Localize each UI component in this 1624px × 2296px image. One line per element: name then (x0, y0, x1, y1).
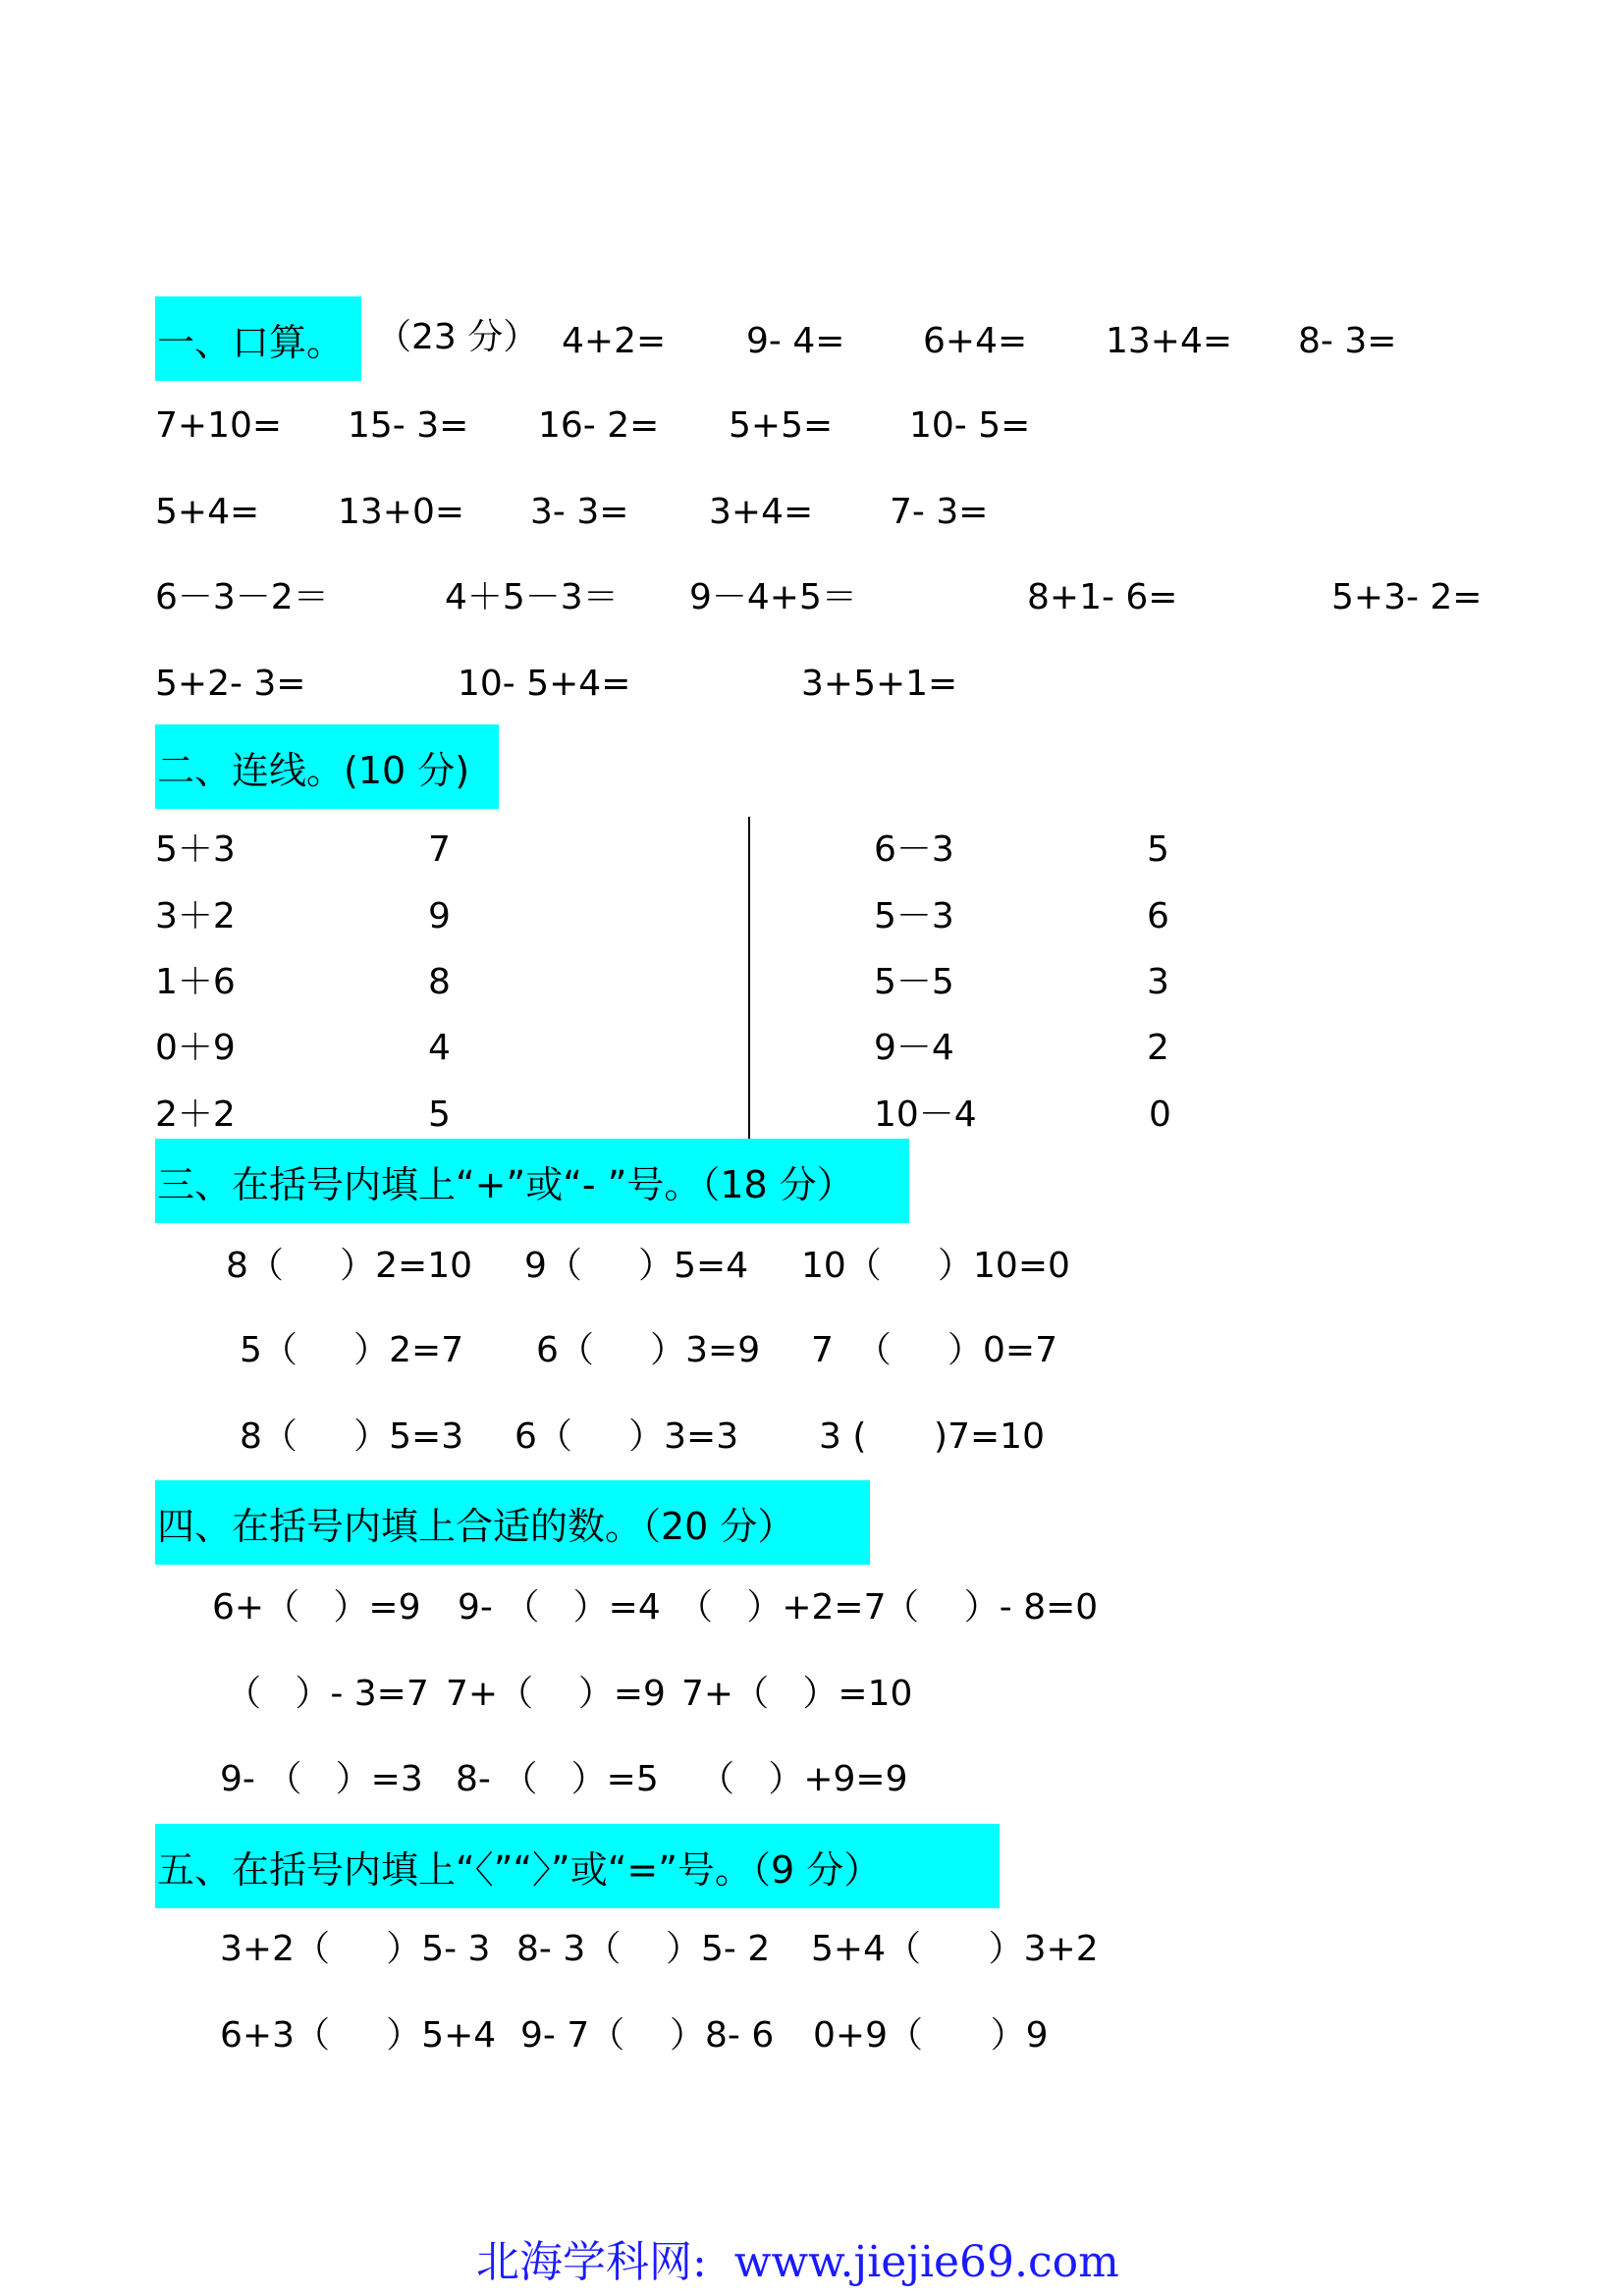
section-2-header (155, 724, 499, 809)
problem: 6+4= (923, 321, 1028, 361)
section-3-title: 三、在括号内填上“+”或“- ”号。（18 分） (157, 1162, 854, 1206)
problem: 8+1- 6= (1027, 577, 1178, 617)
problem: 5+2- 3= (155, 664, 306, 704)
section-1-header (155, 296, 361, 381)
problem: 8- 3= (1298, 321, 1397, 361)
problem: 4+2= (562, 321, 667, 361)
section-1-title: 一、口算。 (157, 320, 345, 364)
fill-sign-problem: 9（ ）5=4 (524, 1246, 749, 1286)
match-right-number: 6 (1147, 896, 1169, 936)
problem: 16- 2= (538, 405, 660, 446)
section-4-header (155, 1480, 870, 1565)
match-right-expr: 10－4 (874, 1095, 977, 1135)
match-left-expr: 0＋9 (155, 1028, 236, 1068)
fill-number-problem: 9- （ ）=3 (220, 1759, 423, 1799)
fill-number-problem: （ ）- 8=0 (884, 1587, 1099, 1628)
match-right-expr: 6－3 (874, 829, 954, 870)
problem: 13+4= (1106, 321, 1233, 361)
problem: 4＋5－3＝ (445, 577, 619, 617)
fill-number-problem: 9- （ ）=4 (458, 1587, 661, 1628)
problem: 6－3－2＝ (155, 577, 329, 617)
section-5-header (155, 1824, 1000, 1908)
fill-number-problem: 6+（ ）=9 (212, 1587, 421, 1628)
fill-number-problem: （ ）+9=9 (699, 1759, 908, 1799)
problem: 7- 3= (890, 492, 989, 532)
problem: 7+10= (155, 405, 283, 446)
match-left-expr: 5＋3 (155, 829, 236, 870)
match-left-number: 7 (428, 829, 451, 870)
fill-sign-problem: 6（ ）3=9 (536, 1330, 761, 1370)
match-right-number: 3 (1147, 962, 1169, 1002)
compare-problem: 5+4（ ）3+2 (811, 1929, 1099, 1969)
match-right-expr: 5－5 (874, 962, 954, 1002)
problem: 10- 5= (909, 405, 1031, 446)
match-left-expr: 2＋2 (155, 1095, 236, 1135)
fill-number-problem: 8- （ ）=5 (456, 1759, 659, 1799)
section-5-title: 五、在括号内填上“〈”“〉”或“=”号。（9 分） (157, 1847, 882, 1892)
problem: 15- 3= (348, 405, 469, 446)
section-3-header (155, 1139, 909, 1223)
compare-problem: 9- 7（ ）8- 6 (520, 2015, 775, 2056)
section-1-score: （23 分） (376, 317, 539, 357)
match-left-number: 5 (428, 1095, 451, 1135)
match-right-number: 0 (1149, 1095, 1171, 1135)
match-left-number: 9 (428, 896, 451, 936)
fill-sign-problem: 7 （ ）0=7 (811, 1330, 1057, 1370)
problem: 9－4+5＝ (689, 577, 857, 617)
fill-number-problem: 7+（ ）=9 (446, 1674, 666, 1714)
footer-watermark: 北海学科网: www.jiejie69.com (476, 2237, 1119, 2287)
fill-number-problem: 7+（ ）=10 (681, 1674, 913, 1714)
fill-sign-problem: 8（ ）5=3 (240, 1416, 464, 1457)
section-2-title: 二、连线。(10 分) (157, 748, 470, 792)
match-left-expr: 1＋6 (155, 962, 236, 1002)
compare-problem: 3+2（ ）5- 3 (220, 1929, 491, 1969)
fill-number-problem: （ ）+2=7 (677, 1587, 887, 1628)
problem: 5+4= (155, 492, 260, 532)
fill-sign-problem: 5（ ）2=7 (240, 1330, 464, 1370)
problem: 13+0= (338, 492, 465, 532)
fill-sign-problem: 6（ ）3=3 (514, 1416, 739, 1457)
match-right-expr: 9－4 (874, 1028, 954, 1068)
match-right-expr: 5－3 (874, 896, 954, 936)
problem: 3+5+1= (801, 664, 958, 704)
fill-sign-problem: 8（ ）2=10 (226, 1246, 472, 1286)
match-left-number: 8 (428, 962, 451, 1002)
fill-number-problem: （ ）- 3=7 (226, 1674, 429, 1714)
section-4-title: 四、在括号内填上合适的数。（20 分） (157, 1504, 795, 1548)
problem: 10- 5+4= (458, 664, 631, 704)
problem: 3- 3= (530, 492, 629, 532)
fill-sign-problem: 10（ ）10=0 (801, 1246, 1070, 1286)
problem: 9- 4= (746, 321, 845, 361)
compare-problem: 6+3（ ）5+4 (220, 2015, 497, 2056)
compare-problem: 8- 3（ ）5- 2 (516, 1929, 771, 1969)
problem: 5+3- 2= (1331, 577, 1483, 617)
fill-sign-problem: 3 ( )7=10 (819, 1416, 1045, 1457)
problem: 5+5= (729, 405, 834, 446)
match-right-number: 2 (1147, 1028, 1169, 1068)
problem: 3+4= (709, 492, 814, 532)
match-left-number: 4 (428, 1028, 451, 1068)
divider-line (748, 817, 750, 1141)
match-right-number: 5 (1147, 829, 1169, 870)
match-left-expr: 3＋2 (155, 896, 236, 936)
compare-problem: 0+9（ ）9 (813, 2015, 1049, 2056)
